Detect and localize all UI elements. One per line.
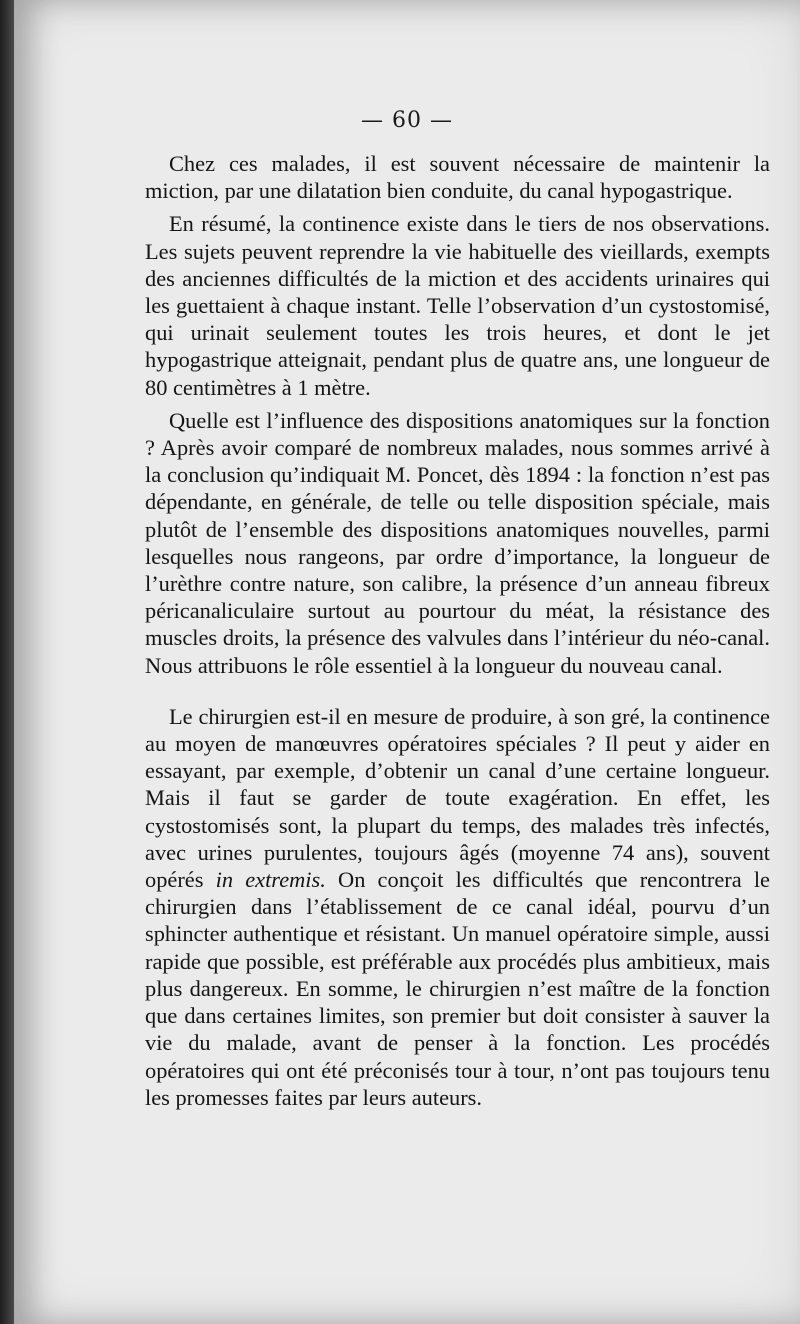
body-text — [145, 150, 770, 1117]
paragraph-4 — [145, 703, 770, 1111]
page-number: — 60 — — [361, 108, 453, 133]
paragraph-1: Chez ces malades, il est souvent nécessaire de maintenir la miction, par une dilatation bien conduite, du canal hypogastrique. — [145, 151, 770, 204]
paragraph-2: En résumé, la continence existe dans le tiers de nos observations. Les sujets peuvent reprendre la vie habituelle des vieillards, exempts des anciennes difficultés de la miction et des accidents urinaires qui les guettaient à chaque instant. Telle l’observation d’un cystostomisé, qui urinait seulement toutes les trois heures, et dont le jet hypogastrique atteignait, pendant plus de quatre ans, une longueur de 80 centimètres à 1 mètre. — [145, 211, 770, 400]
paragraph-4-end: On conçoit les difficultés que rencontrera le chirurgien dans l’établissement de ce canal idéal, pourvu d’un sphincter authentique et résistant. Un manuel opératoire simple, aussi rapide que possible, est préférable aux procédés plus ambitieux, mais plus dangereux. En somme, le chirurgien n’est maître de la fonction que dans certaines limites, son premier but doit consister à sauver la vie du malade, avant de penser à la fonction. Les procédés opératoires qui ont été préconisés tour à tour, n’ont pas toujours tenu les promesses faites par leurs auteurs. — [145, 867, 770, 1110]
paragraph-3: Quelle est l’influence des dispositions anatomiques sur la fonction ? Après avoir comparé de nombreux malades, nous sommes arrivé à la conclusion qu’indiquait M. Poncet, dès 1894 : la fonction n’est pas dépendante, en générale, de telle ou telle disposition spéciale, mais plutôt de l’ensemble des dispositions anatomiques nouvelles, parmi lesquelles nous rangeons, par ordre d’importance, la longueur de l’urèthre contre nature, son calibre, la présence d’un anneau fibreux péricanaliculaire surtout au pourtour du méat, la résistance des muscles droits, la présence des valvules dans l’intérieur du néo-canal. Nous attribuons le rôle essentiel à la longueur du nouveau canal. — [145, 407, 770, 678]
book-gutter-shadow — [0, 0, 14, 1324]
paragraph-4-start: Le chirurgien est-il en mesure de produire, à son gré, la continence au moyen de manœuvres opératoires spéciales ? Il peut y aider en essayant, par exemple, d’obtenir un canal d’une certaine longueur. Mais il faut se garder de toute exagération. En effet, les cystostomisés sont, la plupart du temps, des malades très infectés, avec urines purulentes, toujours âgés (moyenne 74 ans), souvent opérés — [145, 703, 770, 893]
book-page — [14, 0, 800, 1324]
paragraph-4-italic: in extremis. — [215, 867, 326, 893]
